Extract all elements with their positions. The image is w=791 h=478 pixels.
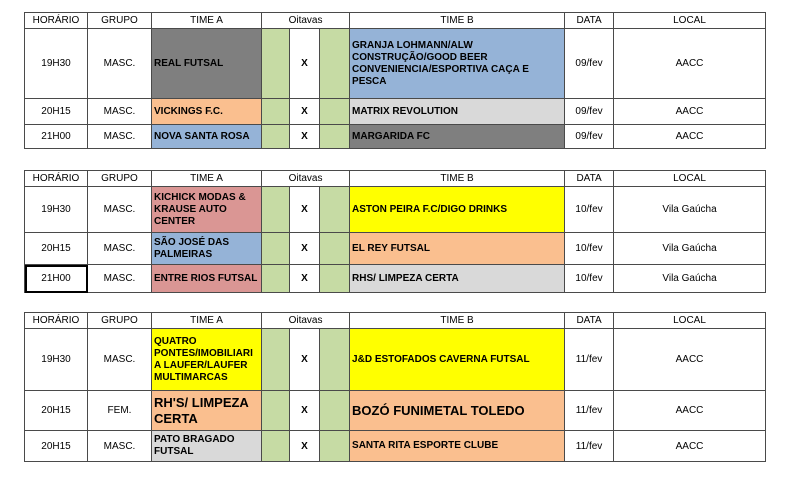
cell-time-b: GRANJA LOHMANN/ALW CONSTRUÇÃO/GOOD BEER CONVENIENCIA/ESPORTIVA CAÇA E PESCA — [350, 29, 565, 99]
score-a-cell — [262, 329, 290, 391]
cell-grupo: MASC. — [88, 329, 152, 391]
score-b-cell — [320, 187, 350, 233]
cell-data: 11/fev — [565, 431, 614, 462]
match-row — [25, 125, 766, 149]
header-horario: HORÁRIO — [25, 313, 88, 329]
schedule-table-1 — [24, 12, 766, 149]
cell-time-b: MARGARIDA FC — [350, 125, 565, 149]
cell-grupo: MASC. — [88, 99, 152, 125]
cell-local: AACC — [614, 329, 766, 391]
cell-time-b: MATRIX REVOLUTION — [350, 99, 565, 125]
score-a-cell — [262, 99, 290, 125]
match-row — [25, 99, 766, 125]
score-b-cell — [320, 391, 350, 431]
schedule-table-2 — [24, 170, 766, 293]
cell-data: 11/fev — [565, 329, 614, 391]
header-data: DATA — [565, 313, 614, 329]
cell-time-a: RH'S/ LIMPEZA CERTA — [152, 391, 262, 431]
score-b-cell — [320, 233, 350, 265]
cell-time-a: REAL FUTSAL — [152, 29, 262, 99]
cell-vs: X — [290, 265, 320, 293]
cell-grupo: MASC. — [88, 125, 152, 149]
score-a-cell — [262, 265, 290, 293]
score-a-cell — [262, 233, 290, 265]
cell-time-a: PATO BRAGADO FUTSAL — [152, 431, 262, 462]
score-b-cell — [320, 265, 350, 293]
cell-grupo: MASC. — [88, 265, 152, 293]
header-time-a: TIME A — [152, 13, 262, 29]
match-row — [25, 329, 766, 391]
header-horario: HORÁRIO — [25, 13, 88, 29]
match-row — [25, 431, 766, 462]
header-fase: Oitavas — [262, 313, 350, 329]
match-row — [25, 29, 766, 99]
header-grupo: GRUPO — [88, 171, 152, 187]
score-b-cell — [320, 99, 350, 125]
score-a-cell — [262, 29, 290, 99]
score-a-cell — [262, 431, 290, 462]
cell-local: AACC — [614, 431, 766, 462]
cell-vs: X — [290, 391, 320, 431]
cell-time-b: SANTA RITA ESPORTE CLUBE — [350, 431, 565, 462]
cell-local: AACC — [614, 29, 766, 99]
score-a-cell — [262, 391, 290, 431]
match-row — [25, 187, 766, 233]
match-row — [25, 391, 766, 431]
schedule-table-3 — [24, 312, 766, 462]
cell-vs: X — [290, 329, 320, 391]
header-row — [25, 171, 766, 187]
cell-horario: 19H30 — [25, 329, 88, 391]
cell-time-a: VICKINGS F.C. — [152, 99, 262, 125]
cell-horario: 20H15 — [25, 99, 88, 125]
score-a-cell — [262, 187, 290, 233]
cell-horario: 20H15 — [25, 391, 88, 431]
cell-vs: X — [290, 99, 320, 125]
cell-data: 10/fev — [565, 233, 614, 265]
header-local: LOCAL — [614, 13, 766, 29]
cell-time-a: SÃO JOSÉ DAS PALMEIRAS — [152, 233, 262, 265]
cell-horario: 20H15 — [25, 431, 88, 462]
cell-local: AACC — [614, 391, 766, 431]
cell-data: 09/fev — [565, 125, 614, 149]
score-b-cell — [320, 29, 350, 99]
header-fase: Oitavas — [262, 13, 350, 29]
cell-data: 10/fev — [565, 265, 614, 293]
header-time-a: TIME A — [152, 171, 262, 187]
header-grupo: GRUPO — [88, 313, 152, 329]
header-data: DATA — [565, 171, 614, 187]
cell-data: 11/fev — [565, 391, 614, 431]
cell-grupo: MASC. — [88, 187, 152, 233]
header-row — [25, 313, 766, 329]
cell-time-b: EL REY FUTSAL — [350, 233, 565, 265]
cell-grupo: MASC. — [88, 431, 152, 462]
score-b-cell — [320, 329, 350, 391]
cell-horario: 19H30 — [25, 29, 88, 99]
score-b-cell — [320, 431, 350, 462]
cell-local: Vila Gaúcha — [614, 265, 766, 293]
header-time-b: TIME B — [350, 171, 565, 187]
cell-data: 09/fev — [565, 99, 614, 125]
header-row — [25, 13, 766, 29]
cell-vs: X — [290, 431, 320, 462]
cell-time-a: NOVA SANTA ROSA — [152, 125, 262, 149]
cell-time-a: KICHICK MODAS & KRAUSE AUTO CENTER — [152, 187, 262, 233]
score-b-cell — [320, 125, 350, 149]
header-horario: HORÁRIO — [25, 171, 88, 187]
cell-horario: 21H00 — [25, 265, 88, 293]
cell-time-b: ASTON PEIRA F.C/DIGO DRINKS — [350, 187, 565, 233]
header-time-b: TIME B — [350, 313, 565, 329]
cell-time-a: ENTRE RIOS FUTSAL — [152, 265, 262, 293]
cell-horario: 20H15 — [25, 233, 88, 265]
cell-data: 10/fev — [565, 187, 614, 233]
header-grupo: GRUPO — [88, 13, 152, 29]
header-local: LOCAL — [614, 313, 766, 329]
cell-grupo: MASC. — [88, 233, 152, 265]
cell-local: Vila Gaúcha — [614, 233, 766, 265]
score-a-cell — [262, 125, 290, 149]
cell-vs: X — [290, 233, 320, 265]
cell-grupo: MASC. — [88, 29, 152, 99]
cell-time-b: RHS/ LIMPEZA CERTA — [350, 265, 565, 293]
cell-time-b: BOZÓ FUNIMETAL TOLEDO — [350, 391, 565, 431]
cell-time-a: QUATRO PONTES/IMOBILIARI A LAUFER/LAUFER MULTIMARCAS — [152, 329, 262, 391]
header-time-a: TIME A — [152, 313, 262, 329]
cell-local: AACC — [614, 99, 766, 125]
cell-data: 09/fev — [565, 29, 614, 99]
match-row — [25, 233, 766, 265]
cell-vs: X — [290, 125, 320, 149]
cell-vs: X — [290, 29, 320, 99]
header-time-b: TIME B — [350, 13, 565, 29]
cell-vs: X — [290, 187, 320, 233]
match-row — [25, 265, 766, 293]
cell-horario: 21H00 — [25, 125, 88, 149]
header-data: DATA — [565, 13, 614, 29]
header-local: LOCAL — [614, 171, 766, 187]
cell-time-b: J&D ESTOFADOS CAVERNA FUTSAL — [350, 329, 565, 391]
cell-horario: 19H30 — [25, 187, 88, 233]
header-fase: Oitavas — [262, 171, 350, 187]
cell-local: AACC — [614, 125, 766, 149]
cell-local: Vila Gaúcha — [614, 187, 766, 233]
cell-grupo: FEM. — [88, 391, 152, 431]
